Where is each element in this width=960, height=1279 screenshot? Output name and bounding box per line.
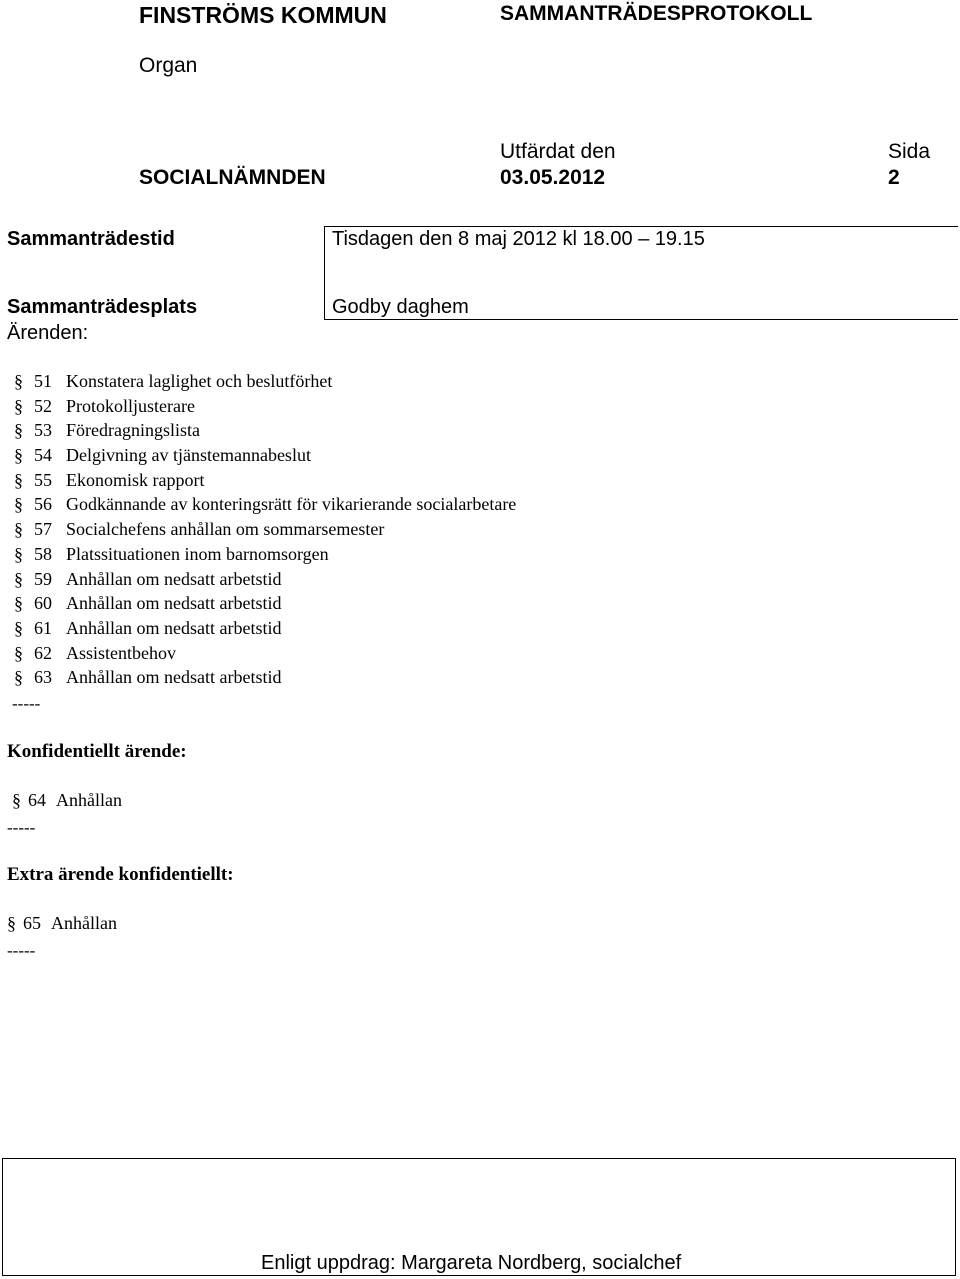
item-title: Delgivning av tjänstemannabeslut [66, 445, 311, 466]
document-type: SAMMANTRÄDESPROTOKOLL [500, 2, 813, 25]
list-item [14, 394, 516, 419]
item-title: Anhållan [51, 913, 117, 933]
municipality-name: FINSTRÖMS KOMMUN [139, 2, 387, 28]
confidential-heading: Konfidentiellt ärende: [7, 741, 187, 762]
item-number: 57 [34, 519, 52, 540]
item-title: Anhållan om nedsatt arbetstid [66, 617, 282, 638]
item-title: Platssituationen inom barnomsorgen [66, 543, 329, 564]
organ-label: Organ [139, 54, 198, 77]
item-title: Socialchefens anhållan om sommarsemester [66, 519, 385, 540]
list-item [14, 665, 516, 690]
item-number: 52 [34, 395, 52, 416]
section-symbol: § [12, 790, 21, 810]
item-number: 56 [34, 494, 52, 515]
issued-date: 03.05.2012 [500, 166, 606, 189]
item-number: 55 [34, 469, 52, 490]
section-symbol: § [14, 543, 23, 564]
item-number: 64 [28, 790, 46, 810]
meeting-time-value: Tisdagen den 8 maj 2012 kl 18.00 – 19.15 [332, 228, 705, 250]
section-symbol: § [14, 642, 23, 663]
item-number: 54 [34, 445, 52, 466]
issued-date-label: Utfärdat den [500, 140, 616, 163]
item-number: 58 [34, 543, 52, 564]
item-title: Anhållan om nedsatt arbetstid [66, 593, 282, 614]
list-item [14, 517, 516, 542]
agenda-separator: ----- [12, 694, 41, 713]
list-item [14, 591, 516, 616]
item-number: 62 [34, 642, 52, 663]
section-symbol: § [14, 667, 23, 688]
list-item [14, 369, 516, 394]
list-item [14, 443, 516, 468]
item-title: Protokolljusterare [66, 395, 195, 416]
item-title: Godkännande av konteringsrätt för vikarierande socialarbetare [66, 494, 517, 515]
extra-confidential-separator: ----- [7, 941, 36, 960]
section-symbol: § [14, 469, 23, 490]
item-title: Anhållan [56, 790, 122, 810]
extra-confidential-heading: Extra ärende konfidentiellt: [7, 864, 234, 885]
item-number: 61 [34, 617, 52, 638]
item-title: Föredragningslista [66, 420, 200, 441]
confidential-item [12, 790, 122, 811]
meeting-place-value: Godby daghem [332, 296, 469, 318]
section-symbol: § [14, 395, 23, 416]
list-item [14, 567, 516, 592]
list-item [14, 616, 516, 641]
list-item [14, 492, 516, 517]
item-title: Anhållan om nedsatt arbetstid [66, 667, 282, 688]
item-number: 65 [23, 913, 41, 933]
page-label: Sida [888, 140, 931, 163]
section-symbol: § [14, 371, 23, 391]
section-symbol: § [14, 617, 23, 638]
item-number: 59 [34, 568, 52, 589]
table-top-border [324, 226, 958, 227]
meeting-place-label: Sammanträdesplats [7, 296, 198, 318]
item-title: Konstatera laglighet och beslutförhet [66, 371, 333, 391]
meeting-time-label: Sammanträdestid [7, 228, 175, 250]
item-number: 60 [34, 593, 52, 614]
section-symbol: § [14, 568, 23, 589]
table-bottom-border [324, 319, 958, 320]
list-item [14, 468, 516, 493]
list-item [14, 641, 516, 666]
item-number: 53 [34, 420, 52, 441]
item-number: 51 [34, 371, 52, 391]
item-title: Assistentbehov [66, 642, 176, 663]
section-symbol: § [14, 494, 23, 515]
page-number: 2 [888, 166, 900, 189]
item-title: Ekonomisk rapport [66, 469, 205, 490]
extra-confidential-item [7, 913, 117, 934]
organ-name: SOCIALNÄMNDEN [139, 166, 326, 189]
agenda-list [14, 369, 516, 690]
list-item [14, 542, 516, 567]
item-number: 63 [34, 667, 52, 688]
section-symbol: § [14, 445, 23, 466]
section-symbol: § [14, 593, 23, 614]
footer-signature-text: Enligt uppdrag: Margareta Nordberg, socialchef [261, 1252, 682, 1274]
table-column-divider [324, 226, 325, 320]
section-symbol: § [14, 420, 23, 441]
agenda-heading: Ärenden: [7, 322, 89, 344]
section-symbol: § [7, 913, 16, 933]
list-item [14, 418, 516, 443]
confidential-separator: ----- [7, 818, 36, 837]
item-title: Anhållan om nedsatt arbetstid [66, 568, 282, 589]
section-symbol: § [14, 519, 23, 540]
